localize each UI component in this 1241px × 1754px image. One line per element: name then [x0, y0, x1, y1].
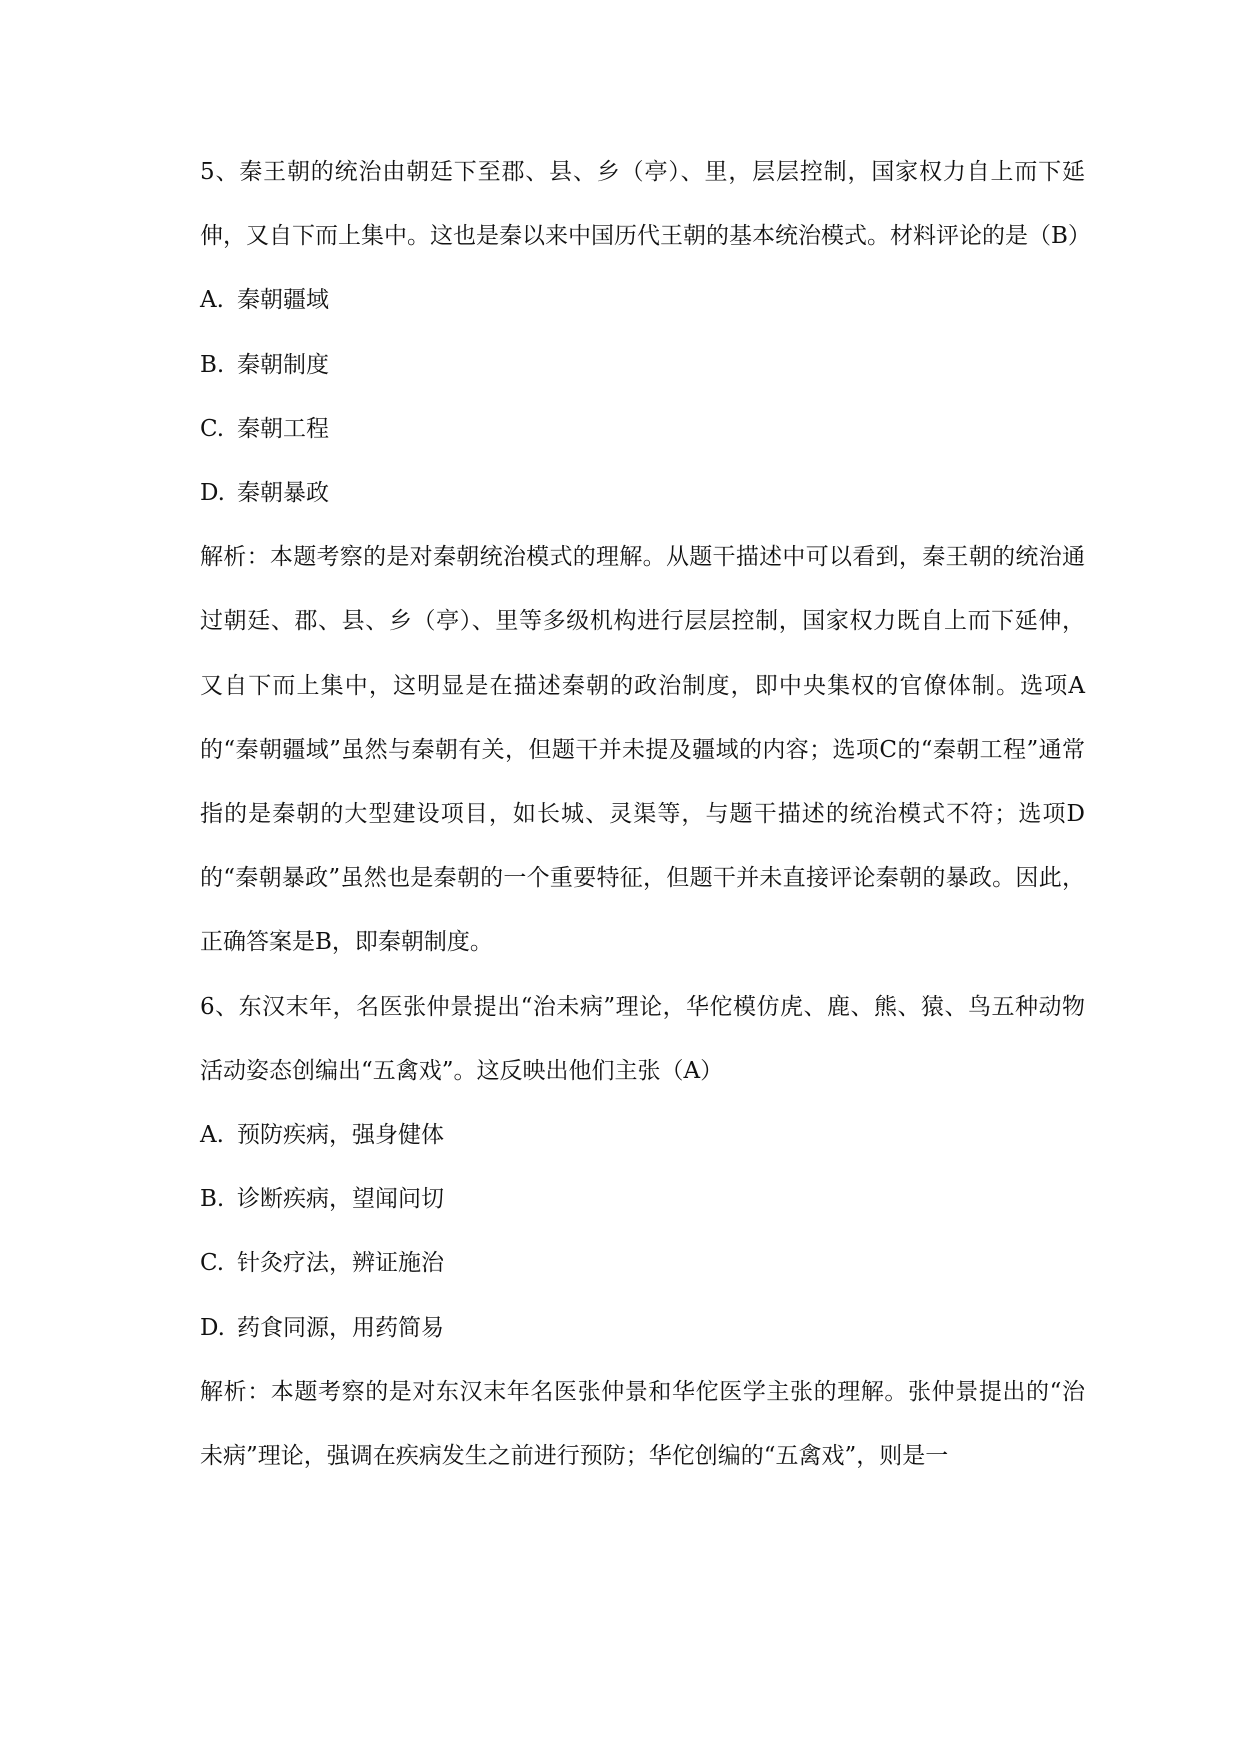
option-text: 诊断疾病，望闻问切 — [237, 1186, 444, 1213]
option-text: 秦朝疆域 — [237, 287, 329, 314]
option-text: 秦朝工程 — [237, 415, 329, 442]
option-letter: D. — [200, 480, 225, 507]
option-text: 药食同源，用药简易 — [237, 1314, 444, 1341]
option-letter: A. — [200, 287, 224, 314]
question-6-option-b — [200, 1167, 1085, 1231]
option-letter: B. — [200, 351, 225, 378]
question-5-option-d — [200, 461, 1085, 525]
option-letter: D. — [200, 1314, 225, 1341]
question-6-analysis: 解析：本题考察的是对东汉末年名医张仲景和华佗医学主张的理解。张仲景提出的“治未病”理论，强调在疾病发生之前进行预防；华佗创编的“五禽戏”，则是一 — [200, 1378, 1085, 1470]
option-text: 秦朝暴政 — [237, 480, 329, 507]
question-5-option-c — [200, 397, 1085, 461]
option-text: 针灸疗法，辨证施治 — [237, 1250, 444, 1277]
question-6-option-d — [200, 1296, 1085, 1360]
question-5-analysis: 解析：本题考察的是对秦朝统治模式的理解。从题干描述中可以看到，秦王朝的统治通过朝廷、郡、县、乡（亭）、里等多级机构进行层层控制，国家权力既自上而下延伸，又自下而上集中，这明显是在描述秦朝的政治制度，即中央集权的官僚体制。选项A的“秦朝疆域”虽然与秦朝有关，但题干并未提及疆域的内容；选项C的“秦朝工程”通常指的是秦朝的大型建设项目，如长城、灵渠等，与题干描述的统治模式不符；选项D的“秦朝暴政”虽然也是秦朝的一个重要特征，但题干并未直接评论秦朝的暴政。因此，正确答案是B，即秦朝制度。 — [200, 544, 1085, 956]
question-6-option-c — [200, 1231, 1085, 1295]
document-page — [200, 140, 1091, 1488]
option-letter: B. — [200, 1186, 225, 1213]
option-text: 秦朝制度 — [237, 351, 329, 378]
option-letter: A. — [200, 1122, 224, 1149]
option-text: 预防疾病，强身健体 — [237, 1122, 444, 1149]
question-5-option-b — [200, 333, 1085, 397]
option-letter: C. — [200, 1250, 225, 1277]
question-6-stem: 6、东汉末年，名医张仲景提出“治未病”理论，华佗模仿虎、鹿、熊、猿、鸟五种动物活动姿态创编出“五禽戏”。这反映出他们主张（A） — [200, 993, 1085, 1084]
question-5-option-a — [200, 268, 1085, 332]
question-6-option-a — [200, 1103, 1085, 1167]
question-5-stem: 5、秦王朝的统治由朝廷下至郡、县、乡（亭）、里，层层控制，国家权力自上而下延伸，又自下而上集中。这也是秦以来中国历代王朝的基本统治模式。材料评论的是（B） — [200, 159, 1091, 250]
option-letter: C. — [200, 415, 225, 442]
